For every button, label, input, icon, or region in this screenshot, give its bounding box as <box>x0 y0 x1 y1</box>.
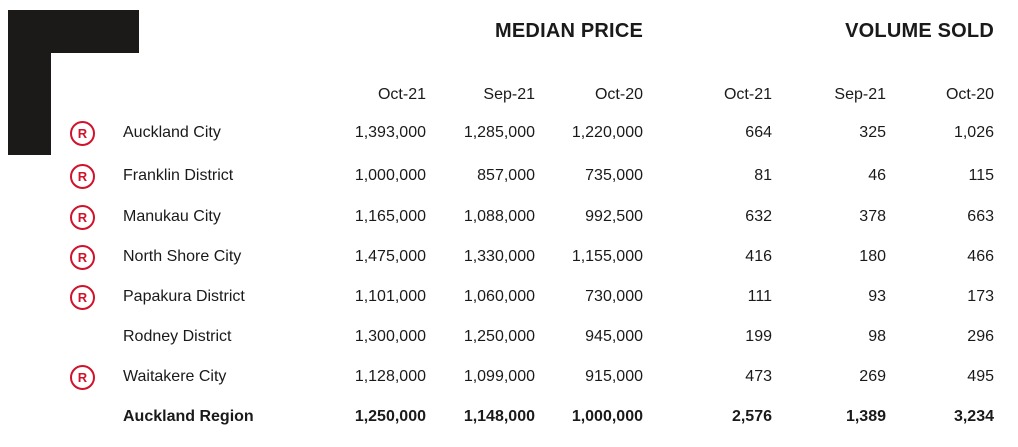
volume-sold-cell: 269 <box>859 368 886 385</box>
volume-sold-cell: 3,234 <box>953 408 994 425</box>
volume-sold-cell: 325 <box>859 124 886 141</box>
median-price-cell: 1,330,000 <box>463 248 535 265</box>
column-header: Sep-21 <box>483 86 535 103</box>
volume-sold-cell: 1,026 <box>953 124 994 141</box>
median-price-cell: 1,088,000 <box>463 208 535 225</box>
volume-sold-cell: 416 <box>745 248 772 265</box>
column-header: Oct-20 <box>594 86 643 103</box>
median-price-cell: 1,000,000 <box>354 167 426 184</box>
row-label: Manukau City <box>123 208 221 225</box>
row-label: Franklin District <box>123 167 234 184</box>
volume-sold-cell: 111 <box>747 288 772 305</box>
brand-logo-icon: R <box>70 285 95 310</box>
brand-logo-icon: R <box>70 245 95 270</box>
median-price-cell: 992,500 <box>585 208 643 225</box>
median-price-cell: 1,099,000 <box>463 368 535 385</box>
volume-sold-heading: VOLUME SOLD <box>845 20 994 42</box>
volume-sold-cell: 173 <box>967 288 994 305</box>
volume-sold-cell: 199 <box>745 328 772 345</box>
median-price-cell: 1,300,000 <box>354 328 426 345</box>
median-price-cell: 1,165,000 <box>354 208 426 225</box>
volume-sold-cell: 495 <box>967 368 994 385</box>
column-header: Oct-20 <box>945 86 994 103</box>
column-header: Oct-21 <box>377 86 426 103</box>
volume-sold-cell: 98 <box>868 328 886 345</box>
median-price-cell: 1,148,000 <box>463 408 535 425</box>
median-price-cell: 1,250,000 <box>354 408 426 425</box>
volume-sold-cell: 1,389 <box>845 408 886 425</box>
median-price-cell: 1,475,000 <box>354 248 426 265</box>
median-price-cell: 945,000 <box>585 328 643 345</box>
brand-logo-icon: R <box>70 121 95 146</box>
median-price-cell: 1,000,000 <box>571 408 643 425</box>
volume-sold-cell: 180 <box>859 248 886 265</box>
volume-sold-cell: 663 <box>967 208 994 225</box>
median-price-cell: 1,060,000 <box>463 288 535 305</box>
median-price-cell: 1,128,000 <box>354 368 426 385</box>
row-label: Waitakere City <box>123 368 227 385</box>
volume-sold-cell: 115 <box>968 167 994 184</box>
volume-sold-cell: 632 <box>745 208 772 225</box>
median-price-cell: 1,285,000 <box>463 124 535 141</box>
brand-logo-icon: R <box>70 205 95 230</box>
volume-sold-cell: 46 <box>868 167 886 184</box>
brand-logo-icon: R <box>70 164 95 189</box>
row-label: Auckland Region <box>123 408 254 425</box>
median-price-cell: 915,000 <box>585 368 643 385</box>
volume-sold-cell: 296 <box>967 328 994 345</box>
median-price-cell: 735,000 <box>585 167 643 184</box>
row-label: Rodney District <box>123 328 232 345</box>
column-header: Oct-21 <box>723 86 772 103</box>
median-price-cell: 1,220,000 <box>571 124 643 141</box>
row-label: Auckland City <box>123 124 221 141</box>
median-price-cell: 1,101,000 <box>354 288 426 305</box>
row-label: Papakura District <box>123 288 245 305</box>
median-price-cell: 1,393,000 <box>354 124 426 141</box>
volume-sold-cell: 378 <box>859 208 886 225</box>
corner-decoration-vertical <box>8 10 51 155</box>
volume-sold-cell: 2,576 <box>731 408 772 425</box>
brand-logo-icon: R <box>70 365 95 390</box>
column-header: Sep-21 <box>834 86 886 103</box>
volume-sold-cell: 473 <box>745 368 772 385</box>
row-label: North Shore City <box>123 248 242 265</box>
volume-sold-cell: 664 <box>745 124 772 141</box>
median-price-cell: 1,250,000 <box>463 328 535 345</box>
median-price-cell: 730,000 <box>585 288 643 305</box>
median-price-cell: 1,155,000 <box>571 248 643 265</box>
volume-sold-cell: 466 <box>967 248 994 265</box>
volume-sold-cell: 93 <box>868 288 886 305</box>
median-price-heading: MEDIAN PRICE <box>495 20 643 42</box>
median-price-cell: 857,000 <box>477 167 535 184</box>
volume-sold-cell: 81 <box>754 167 772 184</box>
